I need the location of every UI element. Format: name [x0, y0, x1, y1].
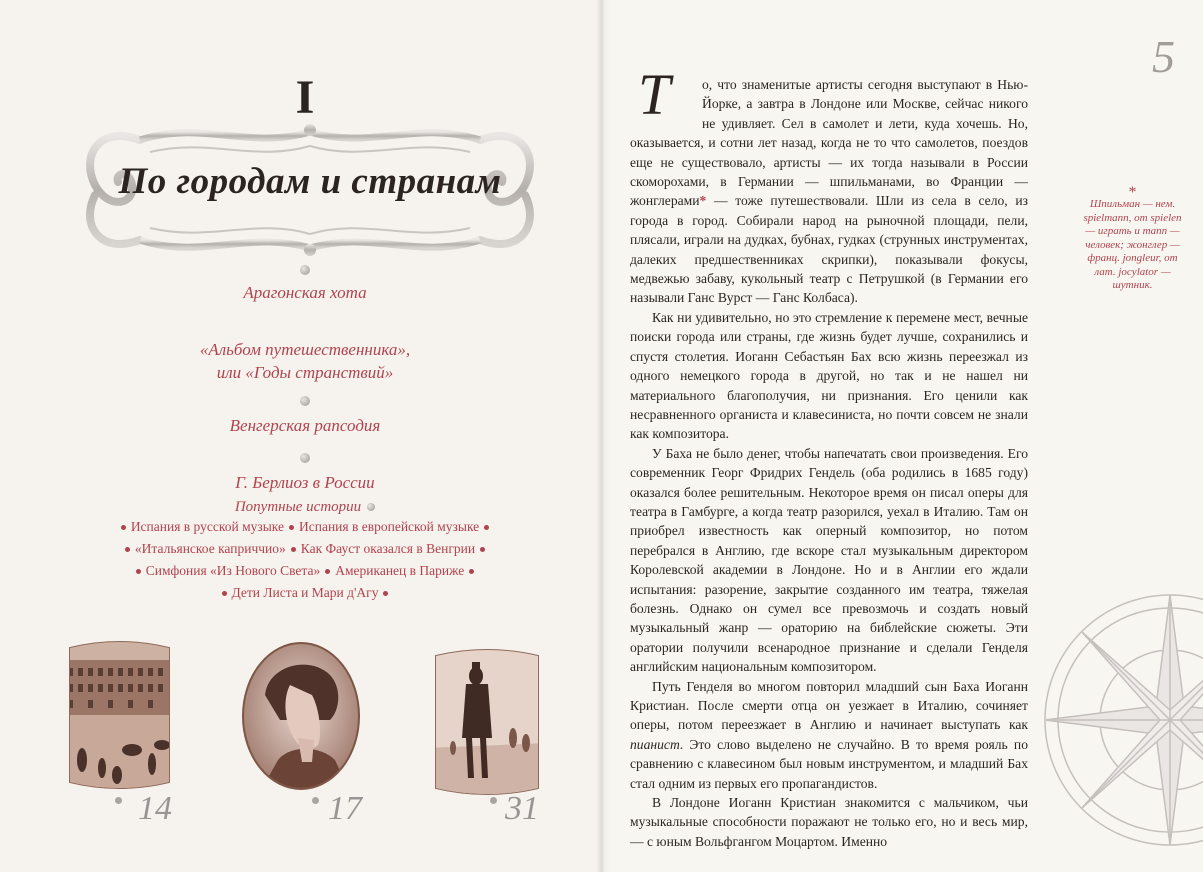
paragraph-1-text: о, что знаменитые артисты сегодня выступают в Нью-Йорке, а завтра в Лондоне или Москве, сейчас никого не удивляет. Сел в самолет и лети, куда хочешь. Но, оказывается, и сотни лет назад, когда не то что самолетов, поездов еще не существовало, артисты — их тогда называли в России скоморохами, в Германии — шпильманами, во Франции — жонглерами — [630, 77, 1028, 209]
page-number-31[interactable]: 31 — [505, 790, 539, 827]
toc-line-3 — [60, 560, 550, 582]
toc-item-aragon[interactable]: Арагонская хота — [243, 283, 367, 302]
paragraph-4: Путь Генделя во многом повторил младший сын Баха Иоганн Кристиан. После смерти отца он уезжает в Италию, сочиняет оперы, потом переезжает в Англию и начинает выступать как пианист. Это слово выделено не случайно. В то время рояль по сравнению с клавесином был новым инструментом, и младший Бах стал одним из первых его пропагандистов. — [630, 678, 1028, 791]
paragraph-2: Как ни удивительно, но это стремление к перемене мест, вечные поиски города или страны, где жизнь будет лучше, сохранились и спустя столетия. Иоганн Себастьян Бах всю жизнь переезжал из одного немецкого города в другой, но так и не нашел ни материального благополучия, ни признания. Его ценили как несравненного органиста и клавесиниста, но почти совсем не знали как композитора. — [630, 309, 1028, 442]
traveler-figure-illustration — [428, 648, 546, 796]
chapter-title: По городам и странам — [118, 161, 502, 202]
toc-item-album-1[interactable]: «Альбом путешественника», — [199, 340, 411, 359]
city-square-illustration — [62, 640, 177, 790]
toc-item-berlioz[interactable]: Г. Берлиоз в России — [235, 473, 375, 492]
footnote-text: Шпильман — нем. spielmann, от spielen — играть и mann — человек; жонглер — франц. jongleur, от лат. jocylator — шутник. — [1083, 198, 1182, 291]
margin-footnote — [1080, 184, 1185, 293]
toc-item-album-2[interactable]: или «Годы странствий» — [216, 363, 394, 382]
drop-cap: Т — [638, 62, 671, 127]
footnote-marker[interactable]: * — [699, 193, 707, 209]
toc-line-2 — [60, 538, 550, 560]
page-number-dot — [312, 797, 319, 804]
book-gutter — [596, 0, 610, 872]
drop-cap-box — [630, 62, 700, 127]
toc-dot — [300, 453, 310, 463]
toc-dot — [367, 503, 375, 511]
footnote-star-icon: * — [1128, 184, 1137, 201]
paragraph-5: В Лондоне Иоганн Кристиан знакомится с мальчиком, чьи музыкальные способности поражают не только его, но и весь мир, — с юным Вольфгангом Моцартом. Именно — [630, 795, 1028, 849]
toc-link-spain-european[interactable]: Испания в европейской музыке — [299, 519, 480, 534]
toc-item-rhapsody[interactable]: Венгерская рапсодия — [229, 416, 381, 435]
chapter-numeral: I — [295, 71, 315, 124]
page-number-14[interactable]: 14 — [138, 790, 172, 827]
woman-portrait-illustration — [240, 640, 362, 792]
paragraph-3: У Баха не было денег, чтобы напечатать свои произведения. Его современник Георг Фридрих Гендель (оба родились в 1685 году) оказался более решительным. Некоторое время он писал оперы для театра в Гамбурге, а когда театр разорился, уехал в Италию. Там он приобрел известность как оперный композитор, но потом перебрался в Англию, где вскоре стал музыкальным директором Королевской академии в Лондоне. Но и в Англии его ждали испытания: разорение, закрытие созданного им театра, тяжелая болезнь. Однако он сумел все превозмочь и создать новый музыкальный жанр — ораторию на библейские сюжеты. Эти оратории получили всенародное признание и сделали Генделя английским национальным композитором. — [630, 445, 1028, 675]
emphasis-pianist: пианист — [630, 736, 680, 752]
toc-link-liszt-children[interactable]: Дети Листа и Мари д'Агу — [231, 585, 379, 600]
toc-link-american-paris[interactable]: Американец в Париже — [335, 563, 465, 578]
paragraph-1 — [630, 62, 1028, 308]
toc-link-spain-russian[interactable]: Испания в русской музыке — [130, 519, 284, 534]
paragraph-1-end: — тоже путешествовали. Шли из села в село, из города в город. Собирали народ на рыночной площади, пели, плясали, играли на дудках, бубнах, гудках (струнных инструментах, далеких предшественниках скрипки), показывали фокусы, медвежью забаву, кукольный театр с Петрушкой (в Германии его называли Ганс Вурст — Ганс Колбаса). — [630, 193, 1028, 306]
toc-line-4 — [60, 582, 550, 604]
toc-link-new-world[interactable]: Симфония «Из Нового Света» — [145, 563, 321, 578]
toc-link-capriccio[interactable]: «Итальянское каприччио» — [134, 541, 286, 556]
article-body — [630, 62, 1028, 851]
toc-dot — [300, 265, 310, 275]
toc-dot — [300, 396, 310, 406]
page-number-17[interactable]: 17 — [328, 790, 362, 827]
page-number-dot — [115, 797, 122, 804]
compass-rose-decoration — [1030, 560, 1203, 870]
toc-subheading: Попутные истории — [234, 499, 362, 515]
page-number-dot — [490, 797, 497, 804]
toc-link-faust[interactable]: Как Фауст оказался в Венгрии — [300, 541, 476, 556]
page-folio: 5 — [1152, 31, 1175, 82]
toc-line-1 — [60, 516, 550, 538]
table-of-contents — [60, 265, 550, 604]
